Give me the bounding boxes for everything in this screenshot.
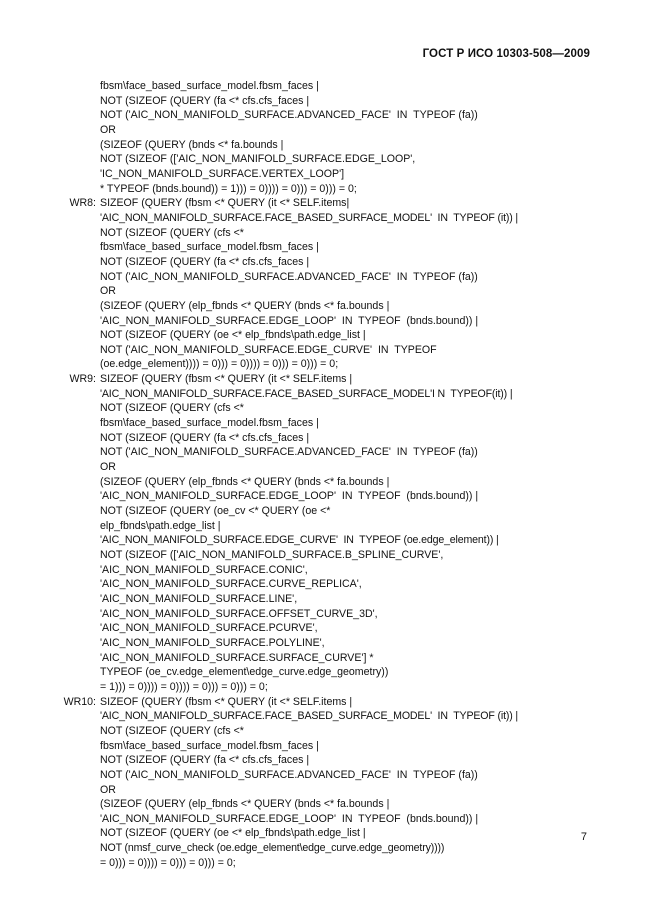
rule-line-wr8: [0, 196, 646, 211]
code-line: [0, 709, 646, 724]
code-line: [0, 812, 646, 827]
code-line: [0, 841, 646, 856]
code-text: elp_fbnds\path.edge_list |: [100, 519, 221, 532]
code-line: [0, 533, 646, 548]
code-text: 'AIC_NON_MANIFOLD_SURFACE.EDGE_CURVE' IN TYPEOF (oe.edge_element)) |: [100, 534, 499, 547]
code-text: NOT (SIZEOF (QUERY (fa <* cfs.cfs_faces |: [100, 255, 310, 268]
code-text: NOT ('AIC_NON_MANIFOLD_SURFACE.ADVANCED_FACE' IN TYPEOF (fa)): [100, 270, 478, 283]
code-text: NOT (SIZEOF (QUERY (cfs <*: [100, 226, 244, 239]
rule-label: WR8:: [69, 197, 96, 210]
code-text: NOT ('AIC_NON_MANIFOLD_SURFACE.EDGE_CURVE' IN TYPEOF: [100, 343, 437, 356]
code-text: 'AIC_NON_MANIFOLD_SURFACE.OFFSET_CURVE_3D',: [100, 607, 378, 620]
code-line: [0, 270, 646, 285]
code-text: 'AIC_NON_MANIFOLD_SURFACE.CONIC',: [100, 563, 308, 576]
code-text: (SIZEOF (QUERY (bnds <* fa.bounds |: [100, 138, 284, 151]
code-text: 'AIC_NON_MANIFOLD_SURFACE.FACE_BASED_SURFACE_MODEL' IN TYPEOF (it)) |: [100, 211, 519, 224]
code-line: [0, 797, 646, 812]
code-text: SIZEOF (QUERY (fbsm <* QUERY (it <* SELF.items |: [100, 695, 353, 708]
rule-label: WR9:: [69, 373, 96, 386]
code-line: [0, 577, 646, 592]
code-line: [0, 94, 646, 109]
code-line: [0, 783, 646, 798]
code-text: fbsm\face_based_surface_model.fbsm_faces |: [100, 241, 319, 254]
code-line: [0, 79, 646, 94]
code-line: [0, 563, 646, 578]
code-line: [0, 401, 646, 416]
code-text: (SIZEOF (QUERY (elp_fbnds <* QUERY (bnds <* fa.bounds |: [100, 798, 390, 811]
code-text: = 0))) = 0)))) = 0))) = 0))) = 0;: [100, 856, 236, 869]
code-line: [0, 240, 646, 255]
code-line: [0, 328, 646, 343]
code-line: [0, 680, 646, 695]
code-line: [0, 357, 646, 372]
code-line: [0, 607, 646, 622]
code-line: [0, 284, 646, 299]
code-text: 'AIC_NON_MANIFOLD_SURFACE.PCURVE',: [100, 622, 318, 635]
code-line: [0, 343, 646, 358]
code-line: [0, 460, 646, 475]
code-text: NOT (SIZEOF (['AIC_NON_MANIFOLD_SURFACE.B_SPLINE_CURVE',: [100, 549, 444, 561]
document-body: [0, 79, 646, 870]
code-text: fbsm\face_based_surface_model.fbsm_faces |: [100, 80, 319, 92]
code-text: NOT (SIZEOF (QUERY (oe_cv <* QUERY (oe <*: [100, 505, 331, 518]
code-line: [0, 167, 646, 182]
code-text: 'AIC_NON_MANIFOLD_SURFACE.FACE_BASED_SURFACE_MODEL' IN TYPEOF (it)) |: [100, 710, 519, 723]
code-line: [0, 387, 646, 402]
code-text: TYPEOF (oe_cv.edge_element\edge_curve.edge_geometry)): [100, 666, 389, 679]
code-line: [0, 724, 646, 739]
code-line: [0, 123, 646, 138]
page-number: 7: [580, 831, 587, 843]
code-line: [0, 255, 646, 270]
code-text: NOT (SIZEOF (['AIC_NON_MANIFOLD_SURFACE.EDGE_LOOP',: [100, 153, 416, 166]
code-text: NOT (SIZEOF (QUERY (cfs <*: [100, 724, 244, 737]
rule-line-wr10: [0, 695, 646, 710]
code-line: [0, 651, 646, 666]
code-text: 'AIC_NON_MANIFOLD_SURFACE.EDGE_LOOP' IN TYPEOF (bnds.bound)) |: [100, 314, 479, 327]
code-line: [0, 621, 646, 636]
document-header: ГОСТ Р ИСО 10303-508—2009: [422, 48, 590, 60]
code-text: NOT ('AIC_NON_MANIFOLD_SURFACE.ADVANCED_FACE' IN TYPEOF (fa)): [100, 768, 478, 781]
code-text: SIZEOF (QUERY (fbsm <* QUERY (it <* SELF.items|: [100, 197, 350, 210]
code-text: * TYPEOF (bnds.bound)) = 1))) = 0)))) = 0))) = 0))) = 0;: [100, 182, 357, 195]
code-text: NOT (nmsf_curve_check (oe.edge_element\edge_curve.edge_geometry)))): [100, 842, 445, 855]
code-line: [0, 445, 646, 460]
code-text: NOT (SIZEOF (QUERY (fa <* cfs.cfs_faces |: [100, 94, 310, 107]
code-text: (SIZEOF (QUERY (elp_fbnds <* QUERY (bnds <* fa.bounds |: [100, 475, 390, 488]
code-line: [0, 548, 646, 563]
code-line: [0, 152, 646, 167]
code-text: NOT (SIZEOF (QUERY (oe <* elp_fbnds\path.edge_list |: [100, 329, 366, 342]
code-line: [0, 138, 646, 153]
code-line: [0, 489, 646, 504]
code-line: [0, 665, 646, 680]
code-line: [0, 768, 646, 783]
code-text: OR: [100, 285, 116, 298]
code-line: [0, 592, 646, 607]
code-text: 'IC_NON_MANIFOLD_SURFACE.VERTEX_LOOP']: [100, 167, 345, 180]
code-text: fbsm\face_based_surface_model.fbsm_faces |: [100, 739, 319, 752]
code-text: OR: [100, 123, 116, 136]
code-text: OR: [100, 783, 116, 796]
code-line: [0, 475, 646, 490]
code-text: = 1))) = 0)))) = 0)))) = 0))) = 0))) = 0;: [100, 680, 268, 693]
code-text: NOT ('AIC_NON_MANIFOLD_SURFACE.ADVANCED_FACE' IN TYPEOF (fa)): [100, 109, 478, 122]
code-line: [0, 856, 646, 871]
code-text: OR: [100, 461, 116, 474]
code-line: [0, 211, 646, 226]
code-text: SIZEOF (QUERY (fbsm <* QUERY (it <* SELF.items |: [100, 373, 353, 386]
code-text: (SIZEOF (QUERY (elp_fbnds <* QUERY (bnds <* fa.bounds |: [100, 299, 390, 312]
code-line: [0, 182, 646, 197]
code-text: 'AIC_NON_MANIFOLD_SURFACE.POLYLINE',: [100, 636, 325, 649]
code-text: 'AIC_NON_MANIFOLD_SURFACE.SURFACE_CURVE'] *: [100, 651, 374, 664]
code-line: [0, 519, 646, 534]
code-text: fbsm\face_based_surface_model.fbsm_faces |: [100, 417, 319, 430]
code-text: 'AIC_NON_MANIFOLD_SURFACE.EDGE_LOOP' IN TYPEOF (bnds.bound)) |: [100, 490, 479, 503]
code-text: 'AIC_NON_MANIFOLD_SURFACE.LINE',: [100, 592, 298, 605]
code-text: NOT (SIZEOF (QUERY (oe <* elp_fbnds\path.edge_list |: [100, 827, 366, 840]
code-line: [0, 636, 646, 651]
rule-line-wr9: [0, 372, 646, 387]
code-line: [0, 314, 646, 329]
code-text: 'AIC_NON_MANIFOLD_SURFACE.CURVE_REPLICA',: [100, 578, 362, 591]
code-text: 'AIC_NON_MANIFOLD_SURFACE.FACE_BASED_SURFACE_MODEL'I N TYPEOF(it)) |: [100, 387, 513, 400]
code-line: [0, 226, 646, 241]
code-line: [0, 753, 646, 768]
code-text: NOT (SIZEOF (QUERY (fa <* cfs.cfs_faces |: [100, 431, 310, 444]
code-text: (oe.edge_element)))) = 0))) = 0)))) = 0))) = 0))) = 0;: [100, 358, 339, 371]
code-text: NOT (SIZEOF (QUERY (cfs <*: [100, 402, 244, 415]
code-text: NOT (SIZEOF (QUERY (fa <* cfs.cfs_faces |: [100, 754, 310, 767]
code-line: [0, 739, 646, 754]
code-line: [0, 431, 646, 446]
code-text: 'AIC_NON_MANIFOLD_SURFACE.EDGE_LOOP' IN TYPEOF (bnds.bound)) |: [100, 812, 479, 825]
code-text: NOT ('AIC_NON_MANIFOLD_SURFACE.ADVANCED_FACE' IN TYPEOF (fa)): [100, 446, 478, 459]
code-line: [0, 504, 646, 519]
code-line: [0, 299, 646, 314]
code-line: [0, 416, 646, 431]
rule-label: WR10:: [63, 695, 96, 708]
code-line: [0, 108, 646, 123]
code-line: [0, 826, 646, 841]
